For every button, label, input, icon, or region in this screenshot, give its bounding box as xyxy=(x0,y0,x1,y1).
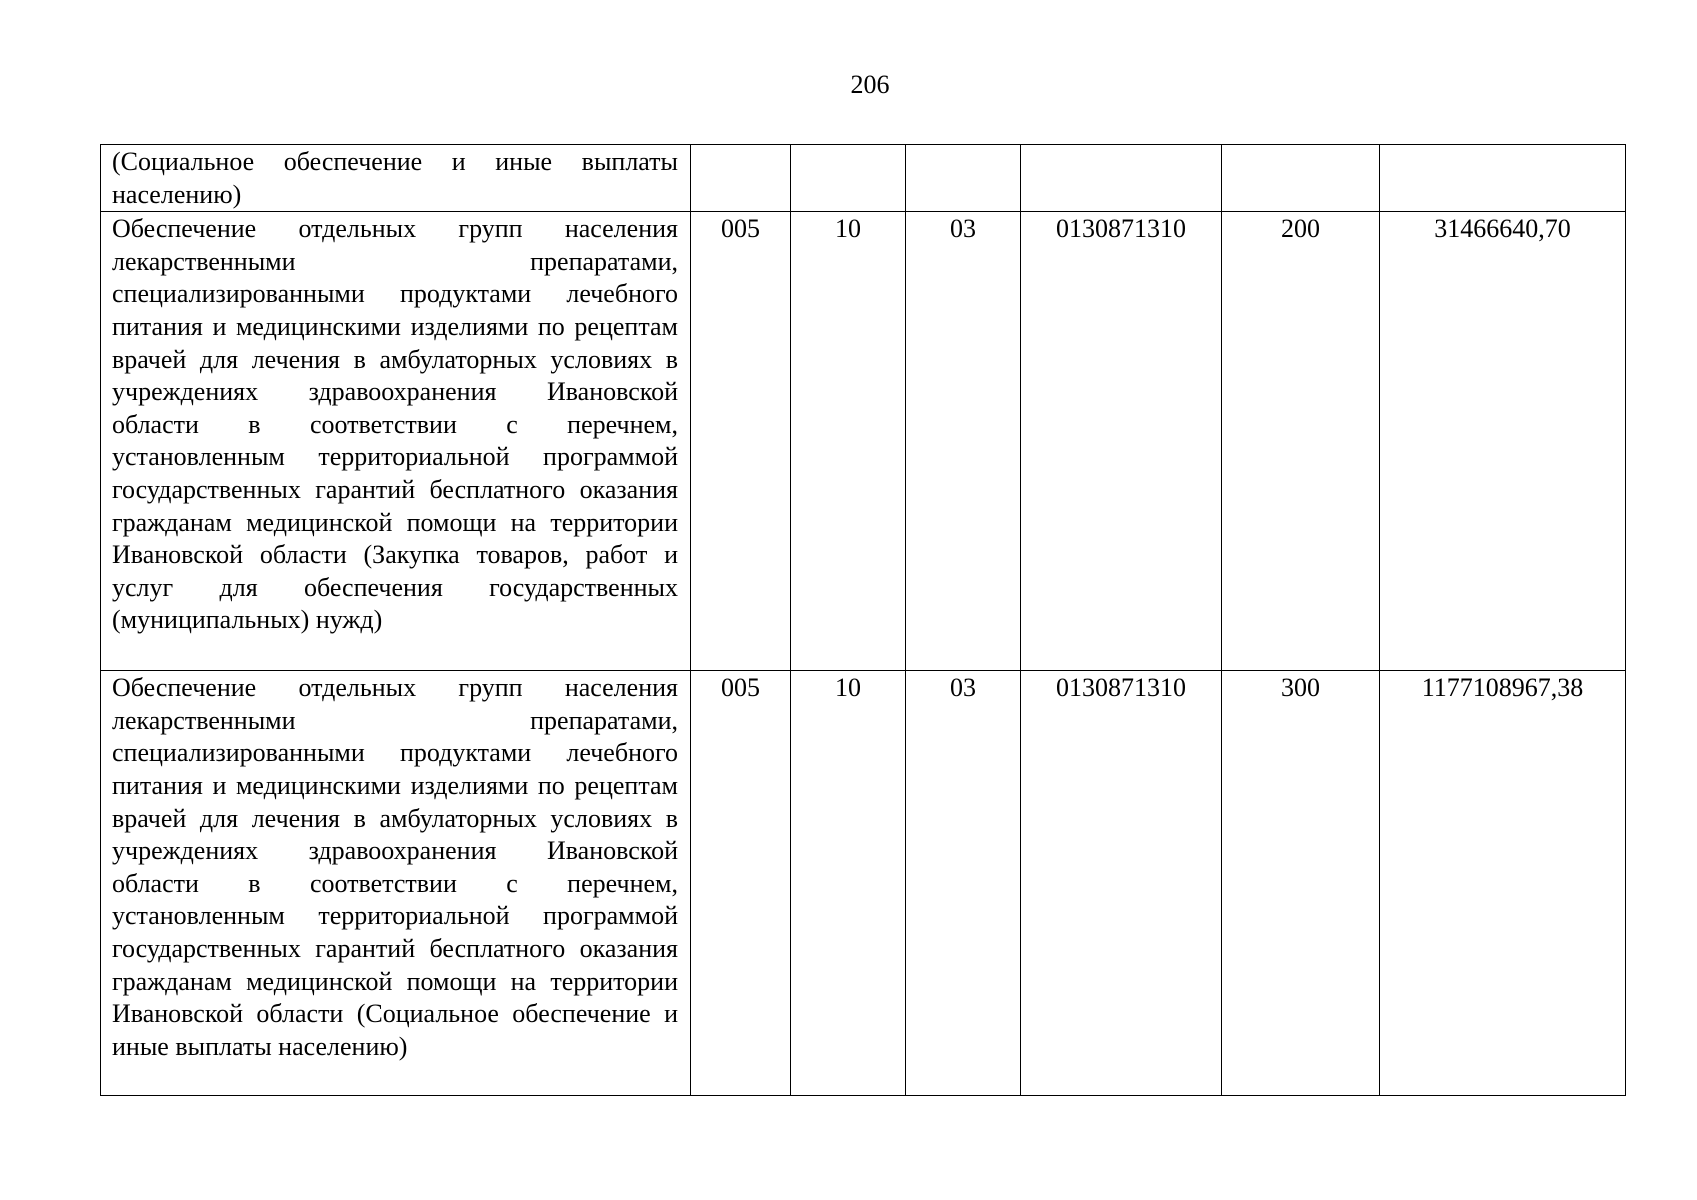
row-amount: 31466640,70 xyxy=(1380,212,1626,671)
row-section-code xyxy=(791,145,906,212)
row-target-article-code: 0130871310 xyxy=(1021,212,1222,671)
row-section-code: 10 xyxy=(791,671,906,1096)
table-row xyxy=(101,212,1626,671)
row-amount xyxy=(1380,145,1626,212)
row-description: Обеспечение отдельных групп населения лекарственными препаратами, специализированными продуктами лечебного питания и медицинскими изделиями по рецептам врачей для лечения в амбулаторных условиях в учреждениях здравоохранения Ивановской области в соответствии с перечнем, установленным территориальной программой государственных гарантий бесплатного оказания гражданам медицинской помощи на территории Ивановской области (Социальное обеспечение и иные выплаты населению) xyxy=(101,671,691,1096)
row-description: Обеспечение отдельных групп населения лекарственными препаратами, специализированными продуктами лечебного питания и медицинскими изделиями по рецептам врачей для лечения в амбулаторных условиях в учреждениях здравоохранения Ивановской области в соответствии с перечнем, установленным территориальной программой государственных гарантий бесплатного оказания гражданам медицинской помощи на территории Ивановской области (Закупка товаров, работ и услуг для обеспечения государственных (муниципальных) нужд) xyxy=(101,212,691,671)
row-expense-type-code: 300 xyxy=(1222,671,1380,1096)
row-target-article-code: 0130871310 xyxy=(1021,671,1222,1096)
row-section-code: 10 xyxy=(791,212,906,671)
table-row xyxy=(101,671,1626,1096)
page-number: 206 xyxy=(850,70,890,99)
row-subsection-code: 03 xyxy=(906,671,1021,1096)
budget-table xyxy=(100,144,1626,1096)
row-subsection-code: 03 xyxy=(906,212,1021,671)
row-expense-type-code: 200 xyxy=(1222,212,1380,671)
row-gr-code xyxy=(691,145,791,212)
row-target-article-code xyxy=(1021,145,1222,212)
row-gr-code: 005 xyxy=(691,671,791,1096)
row-gr-code: 005 xyxy=(691,212,791,671)
table-row xyxy=(101,145,1626,212)
row-amount: 1177108967,38 xyxy=(1380,671,1626,1096)
row-description: (Социальное обеспечение и иные выплаты населению) xyxy=(101,145,691,212)
row-expense-type-code xyxy=(1222,145,1380,212)
row-subsection-code xyxy=(906,145,1021,212)
